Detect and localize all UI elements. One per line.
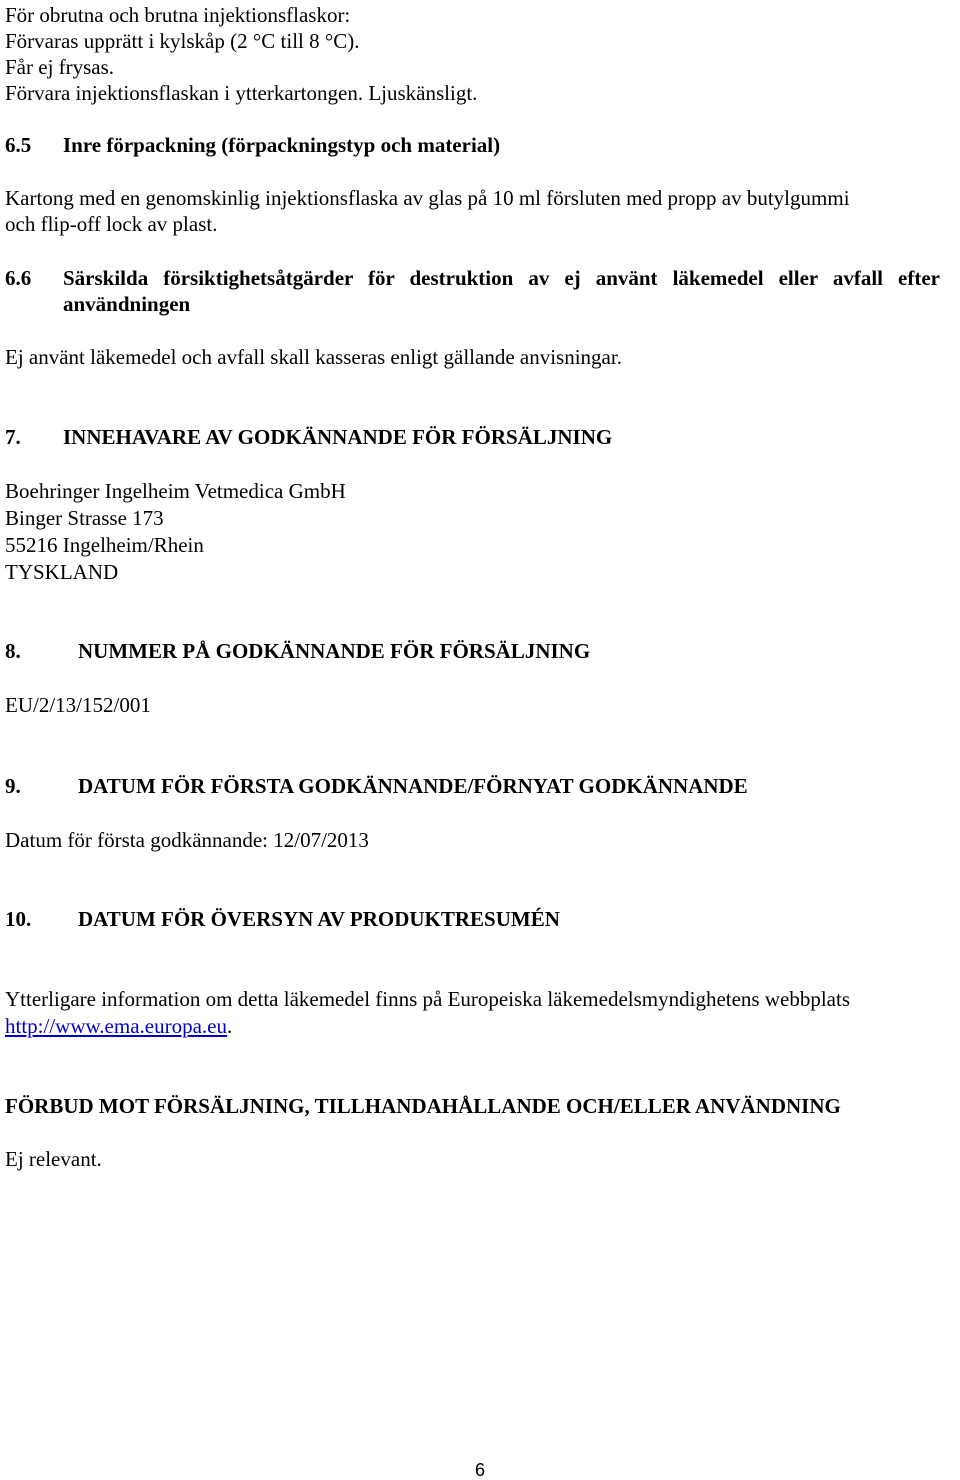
section-title-line-1: Särskilda försiktighetsåtgärder för destruktion av ej använt läkemedel eller avfall efter [63, 266, 940, 290]
section-title: DATUM FÖR FÖRSTA GODKÄNNANDE/FÖRNYAT GODKÄNNANDE [78, 774, 748, 798]
section-number: 6.6 [5, 266, 32, 290]
section-number: 10. [5, 907, 32, 931]
section-6-6-heading [5, 265, 940, 317]
section-6-5-body-line-1: Kartong med en genomskinlig injektionsflaska av glas på 10 ml försluten med propp av butylgummi [5, 186, 850, 210]
storage-line-4: Förvara injektionsflaskan i ytterkartongen. Ljuskänsligt. [5, 81, 478, 105]
prohibition-heading: FÖRBUD MOT FÖRSÄLJNING, TILLHANDAHÅLLANDE OCH/ELLER ANVÄNDNING [5, 1094, 841, 1118]
section-title: INNEHAVARE AV GODKÄNNANDE FÖR FÖRSÄLJNING [63, 425, 613, 449]
section-title: DATUM FÖR ÖVERSYN AV PRODUKTRESUMÉN [78, 907, 560, 931]
mah-country: TYSKLAND [5, 560, 119, 584]
mah-city: 55216 Ingelheim/Rhein [5, 533, 204, 557]
section-title-line-2: användningen [63, 292, 191, 316]
storage-line-1: För obrutna och brutna injektionsflaskor: [5, 3, 351, 27]
section-title: NUMMER PÅ GODKÄNNANDE FÖR FÖRSÄLJNING [78, 639, 591, 663]
section-number: 9. [5, 774, 21, 798]
section-10-heading [5, 906, 940, 932]
storage-line-3: Får ej frysas. [5, 55, 115, 79]
section-6-6-body: Ej använt läkemedel och avfall skall kasseras enligt gällande anvisningar. [5, 345, 622, 369]
mah-street: Binger Strasse 173 [5, 506, 164, 530]
first-authorisation-date: Datum för första godkännande: 12/07/2013 [5, 828, 369, 852]
section-10-body-line-2 [5, 1013, 232, 1039]
section-number: 6.5 [5, 133, 32, 157]
section-6-5-body-line-2: och flip-off lock av plast. [5, 212, 218, 236]
page-number: 6 [474, 1460, 485, 1480]
link-suffix: . [227, 1014, 233, 1038]
section-9-heading [5, 773, 940, 799]
section-title: Inre förpackning (förpackningstyp och material) [63, 133, 501, 157]
section-7-heading [5, 424, 940, 450]
authorisation-number: EU/2/13/152/001 [5, 693, 151, 717]
storage-line-2: Förvaras upprätt i kylskåp (2 °C till 8 °C). [5, 29, 360, 53]
mah-company: Boehringer Ingelheim Vetmedica GmbH [5, 479, 346, 503]
section-number: 8. [5, 639, 21, 663]
section-6-5-heading [5, 132, 940, 158]
ema-website-link[interactable]: http://www.ema.europa.eu [5, 1014, 227, 1038]
section-number: 7. [5, 425, 21, 449]
section-8-heading [5, 638, 940, 664]
prohibition-body: Ej relevant. [5, 1147, 102, 1171]
section-10-body-line-1: Ytterligare information om detta läkemedel finns på Europeiska läkemedelsmyndighetens webbplats [5, 987, 850, 1011]
